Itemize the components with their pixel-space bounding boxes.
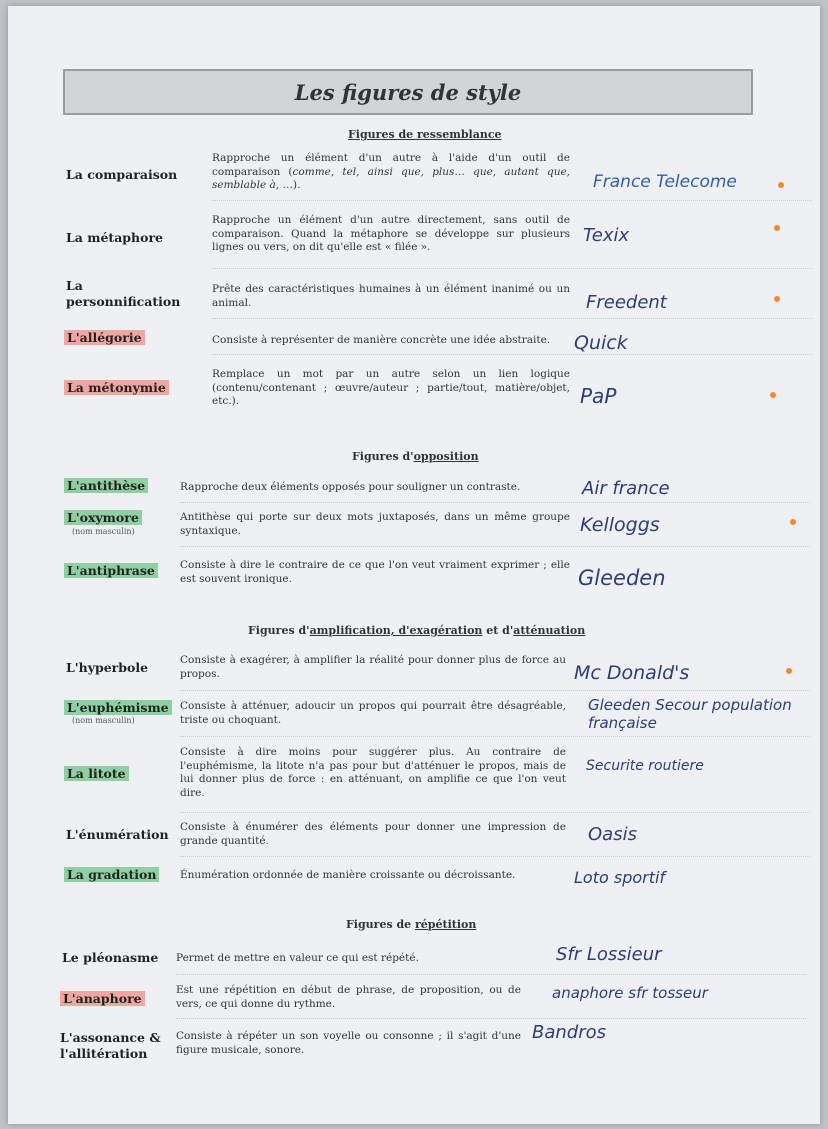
divider [180, 502, 810, 503]
def-enumeration: Consiste à énumérer des éléments pour donner une impression de grande quantité. [180, 821, 566, 847]
term-litote: La litote [64, 766, 129, 782]
term-personnification: La personnification [66, 278, 181, 309]
divider [212, 354, 812, 355]
term-metaphore: La métaphore [66, 230, 163, 245]
term-antiphrase: L'antiphrase [64, 563, 158, 579]
divider [212, 318, 812, 319]
term-enumeration: L'énumération [66, 827, 169, 842]
def-litote: Consiste à dire moins pour suggérer plus. Au contraire de l'euphémisme, la litote n'a pas pour but d'atténuer le propos, mais de lui donner plus de force : en atténuant, on amplifie ce que l'on veut dire. [180, 746, 566, 799]
section-ressemblance: Figures de ressemblance [348, 128, 502, 141]
def-allegorie: Consiste à représenter de manière concrète une idée abstraite. [212, 334, 551, 346]
def-gradation: Énumération ordonnée de manière croissante ou décroissante. [180, 869, 516, 881]
bullet-dot [790, 519, 796, 525]
divider [180, 736, 810, 737]
gender-note: (nom masculin) [72, 527, 135, 536]
def-metonymie: Remplace un mot par un autre selon un lien logique (contenu/contenant ; œuvre/auteur ; partie/tout, matière/objet, etc.). [212, 368, 570, 407]
divider [180, 812, 810, 813]
divider [180, 690, 810, 691]
divider [176, 974, 806, 975]
section-amplification: Figures d'amplification, d'exagération et d'atténuation [248, 624, 586, 637]
def-antithese: Rapproche deux éléments opposés pour souligner un contraste. [180, 481, 521, 493]
section-opposition: Figures d'opposition [352, 450, 479, 463]
term-euphemisme: L'euphémisme [64, 700, 172, 716]
note-gradation: Loto sportif [574, 868, 666, 887]
def-anaphore: Est une répétition en début de phrase, de proposition, ou de vers, ce qui donne du rythme. [176, 984, 521, 1010]
term-pleonasme: Le pléonasme [62, 950, 159, 965]
note-oxymore: Kelloggs [580, 514, 660, 536]
def-hyperbole: Consiste à exagérer, à amplifier la réalité pour donner plus de force au propos. [180, 654, 566, 680]
bullet-dot [774, 296, 780, 302]
term-assonance: L'assonance & l'allitération [60, 1030, 161, 1061]
def-comparaison: Rapproche un élément d'un autre à l'aide d'un outil de comparaison (comme, tel, ainsi que, plus… que, autant que, semblable à, …). [212, 152, 571, 191]
term-hyperbole: L'hyperbole [66, 660, 149, 675]
note-enumeration: Oasis [588, 824, 637, 845]
gender-note: (nom masculin) [72, 716, 135, 725]
section-repetition: Figures de répétition [346, 918, 477, 931]
def-euphemisme: Consiste à atténuer, adoucir un propos qui pourrait être désagréable, triste ou choquant. [180, 700, 566, 726]
note-allegorie: Quick [574, 332, 628, 354]
term-allegorie: L'allégorie [64, 330, 145, 346]
divider [180, 856, 810, 857]
def-personnification: Prête des caractéristiques humaines à un élément inanimé ou un animal. [212, 283, 570, 309]
def-assonance: Consiste à répéter un son voyelle ou consonne ; il s'agit d'une figure musicale, sonore. [176, 1030, 521, 1056]
note-anaphore: anaphore sfr tosseur [552, 984, 708, 1002]
note-euphemisme: Gleeden Secour population française [588, 696, 792, 732]
term-gradation: La gradation [64, 867, 159, 883]
bullet-dot [770, 392, 776, 398]
page-title: Les figures de style [63, 69, 753, 115]
note-antiphrase: Gleeden [578, 566, 666, 590]
paper-sheet [8, 6, 820, 1124]
note-litote: Securite routiere [586, 758, 704, 774]
bullet-dot [778, 182, 784, 188]
term-metonymie: La métonymie [64, 380, 169, 396]
def-metaphore: Rapproche un élément d'un autre directement, sans outil de comparaison. Quand la métaphore se développe sur plusieurs lignes ou vers, on dit qu'elle est « filée ». [212, 214, 570, 253]
note-assonance: Bandros [532, 1022, 607, 1043]
note-metonymie: PaP [580, 384, 617, 408]
bullet-dot [774, 225, 780, 231]
note-metaphore: Texix [583, 225, 630, 246]
term-anaphore: L'anaphore [60, 991, 145, 1007]
term-comparaison: La comparaison [66, 167, 178, 182]
divider [180, 546, 810, 547]
bullet-dot [786, 668, 792, 674]
note-personnification: Freedent [586, 292, 667, 313]
note-pleonasme: Sfr Lossieur [556, 944, 662, 965]
divider [212, 200, 812, 201]
term-antithese: L'antithèse [64, 478, 148, 494]
def-oxymore: Antithèse qui porte sur deux mots juxtaposés, dans un même groupe syntaxique. [180, 511, 570, 537]
def-pleonasme: Permet de mettre en valeur ce qui est répété. [176, 952, 419, 964]
note-antithese: Air france [582, 478, 670, 499]
divider [176, 1018, 806, 1019]
term-oxymore: L'oxymore [64, 510, 142, 526]
note-hyperbole: Mc Donald's [574, 662, 690, 684]
def-antiphrase: Consiste à dire le contraire de ce que l'on veut vraiment exprimer ; elle est souvent ironique. [180, 559, 570, 585]
divider [212, 268, 812, 269]
note-comparaison: France Telecome [593, 172, 737, 192]
